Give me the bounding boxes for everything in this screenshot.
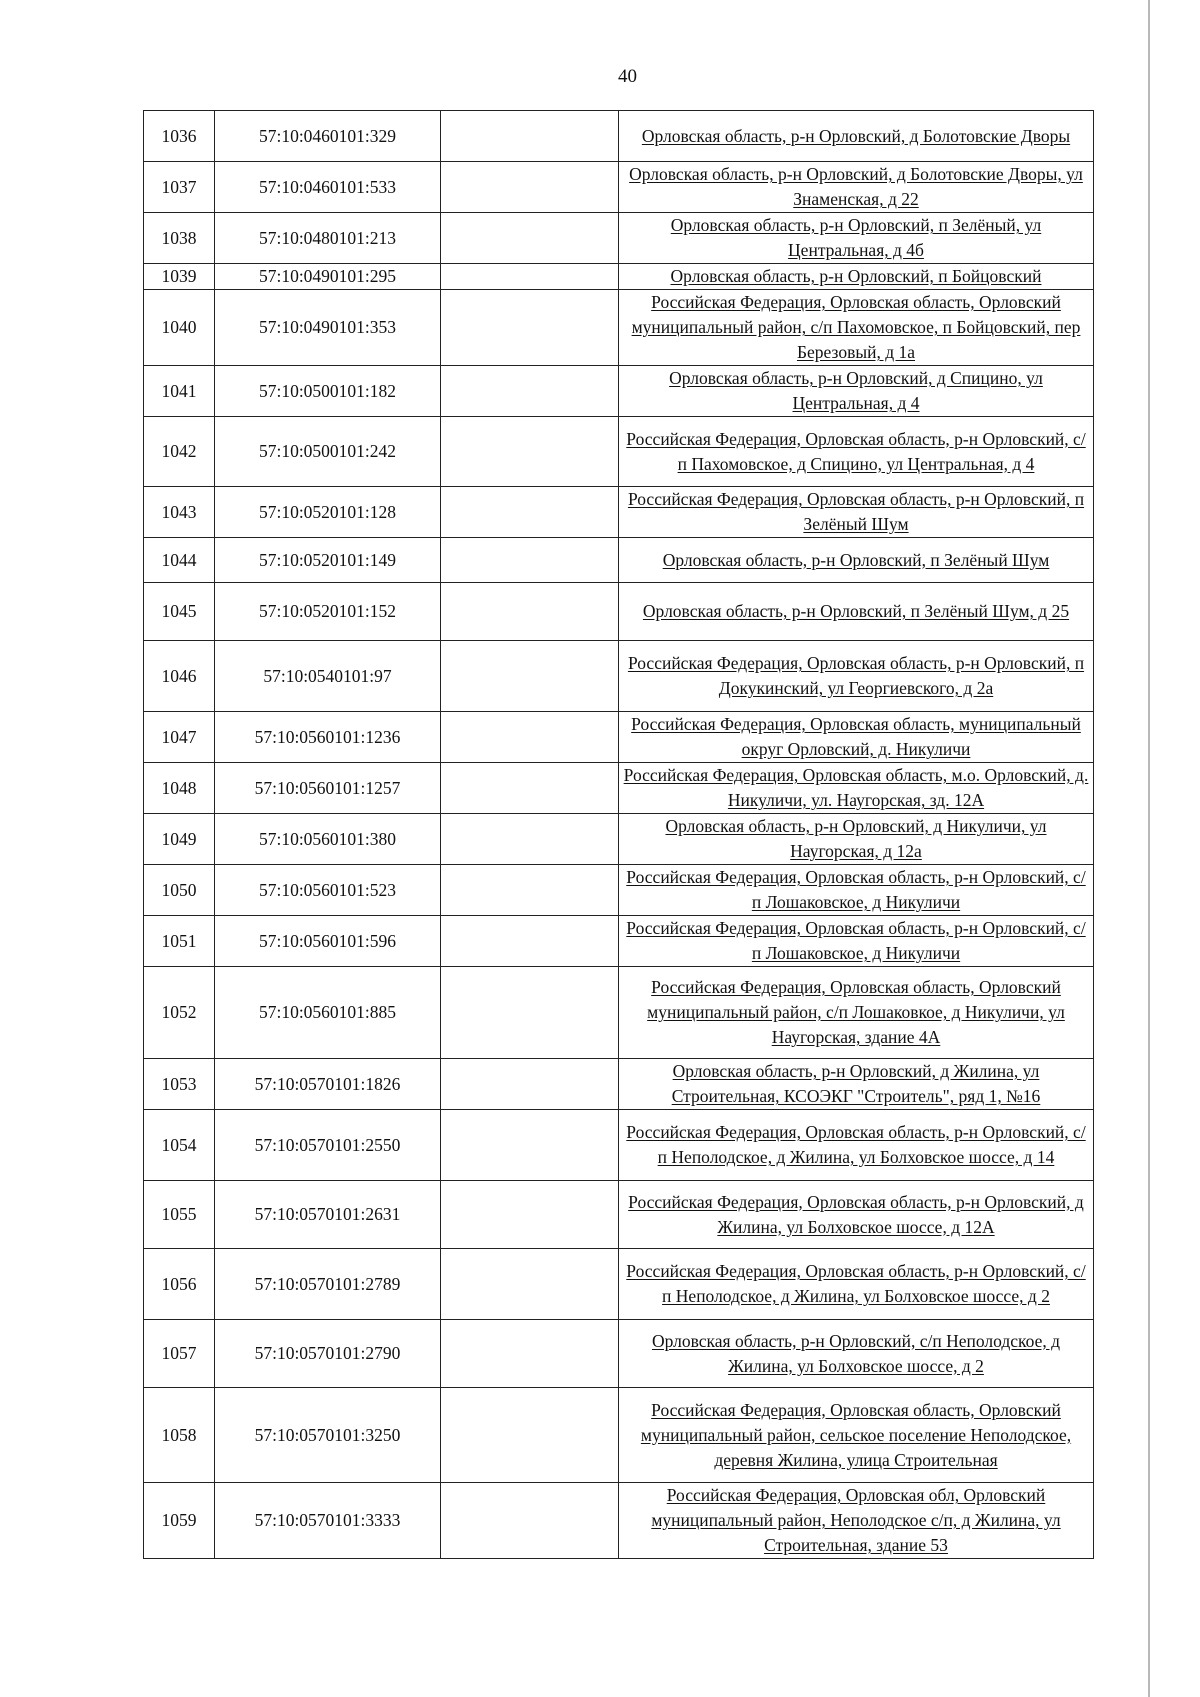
empty-cell	[441, 1181, 619, 1249]
empty-cell	[441, 712, 619, 763]
table-row	[144, 814, 1094, 865]
row-number-cell: 1047	[144, 712, 215, 763]
address-cell: Российская Федерация, Орловская область, р-н Орловский, с/п Неполодское, д Жилина, ул Болховское шоссе, д 14	[619, 1110, 1094, 1181]
cadastral-number-cell: 57:10:0560101:885	[215, 967, 441, 1059]
row-number-cell: 1049	[144, 814, 215, 865]
table-row	[144, 763, 1094, 814]
table-row	[144, 865, 1094, 916]
address-cell: Российская Федерация, Орловская область, р-н Орловский, с/п Неполодское, д Жилина, ул Болховское шоссе, д 2	[619, 1249, 1094, 1320]
cadastral-number-cell: 57:10:0500101:182	[215, 366, 441, 417]
address-cell: Орловская область, р-н Орловский, п Бойцовский	[619, 264, 1094, 290]
row-number-cell: 1046	[144, 641, 215, 712]
row-number-cell: 1042	[144, 417, 215, 487]
row-number-cell: 1038	[144, 213, 215, 264]
row-number-cell: 1052	[144, 967, 215, 1059]
cadastral-number-cell: 57:10:0560101:380	[215, 814, 441, 865]
address-cell: Орловская область, р-н Орловский, д Жилина, ул Строительная, КСОЭКГ "Строитель", ряд 1, №16	[619, 1059, 1094, 1110]
address-cell: Орловская область, р-н Орловский, п Зелёный, ул Центральная, д 4б	[619, 213, 1094, 264]
empty-cell	[441, 1320, 619, 1388]
cadastral-number-cell: 57:10:0500101:242	[215, 417, 441, 487]
empty-cell	[441, 1110, 619, 1181]
address-cell: Российская Федерация, Орловская область, муниципальный округ Орловский, д. Никуличи	[619, 712, 1094, 763]
table-row	[144, 1483, 1094, 1559]
table-row	[144, 1059, 1094, 1110]
empty-cell	[441, 1388, 619, 1483]
cadastral-number-cell: 57:10:0570101:2550	[215, 1110, 441, 1181]
table-row	[144, 264, 1094, 290]
cadastral-number-cell: 57:10:0520101:149	[215, 538, 441, 583]
empty-cell	[441, 538, 619, 583]
cadastral-number-cell: 57:10:0570101:1826	[215, 1059, 441, 1110]
address-cell: Российская Федерация, Орловская область, м.о. Орловский, д. Никуличи, ул. Наугорская, зд. 12А	[619, 763, 1094, 814]
address-cell: Российская Федерация, Орловская область, Орловский муниципальный район, с/п Лошаковкое, д Никуличи, ул Наугорская, здание 4А	[619, 967, 1094, 1059]
empty-cell	[441, 641, 619, 712]
address-cell: Орловская область, р-н Орловский, п Зелёный Шум, д 25	[619, 583, 1094, 641]
address-cell: Орловская область, р-н Орловский, п Зелёный Шум	[619, 538, 1094, 583]
cadastral-number-cell: 57:10:0460101:329	[215, 111, 441, 162]
table-row	[144, 1388, 1094, 1483]
empty-cell	[441, 1059, 619, 1110]
page-number: 40	[618, 66, 637, 87]
address-cell: Российская Федерация, Орловская область, Орловский муниципальный район, с/п Пахомовское, п Бойцовский, пер Березовый, д 1а	[619, 290, 1094, 366]
empty-cell	[441, 417, 619, 487]
cadastral-number-cell: 57:10:0560101:596	[215, 916, 441, 967]
address-cell: Российская Федерация, Орловская область, р-н Орловский, п Зелёный Шум	[619, 487, 1094, 538]
scan-edge-line	[1148, 0, 1150, 1697]
table-row	[144, 1320, 1094, 1388]
table-row	[144, 290, 1094, 366]
row-number-cell: 1050	[144, 865, 215, 916]
empty-cell	[441, 366, 619, 417]
address-cell: Российская Федерация, Орловская обл, Орловский муниципальный район, Неполодское с/п, д Жилина, ул Строительная, здание 53	[619, 1483, 1094, 1559]
address-cell: Орловская область, р-н Орловский, д Спицино, ул Центральная, д 4	[619, 366, 1094, 417]
cadastral-number-cell: 57:10:0490101:353	[215, 290, 441, 366]
row-number-cell: 1057	[144, 1320, 215, 1388]
empty-cell	[441, 814, 619, 865]
register-table	[143, 110, 1094, 1559]
address-cell: Российская Федерация, Орловская область, Орловский муниципальный район, сельское поселение Неполодское, деревня Жилина, улица Строительная	[619, 1388, 1094, 1483]
table-row	[144, 213, 1094, 264]
empty-cell	[441, 111, 619, 162]
empty-cell	[441, 213, 619, 264]
address-cell: Российская Федерация, Орловская область, р-н Орловский, с/п Лошаковское, д Никуличи	[619, 865, 1094, 916]
row-number-cell: 1040	[144, 290, 215, 366]
empty-cell	[441, 763, 619, 814]
empty-cell	[441, 264, 619, 290]
address-cell: Российская Федерация, Орловская область, р-н Орловский, д Жилина, ул Болховское шоссе, д 12А	[619, 1181, 1094, 1249]
row-number-cell: 1048	[144, 763, 215, 814]
row-number-cell: 1037	[144, 162, 215, 213]
row-number-cell: 1041	[144, 366, 215, 417]
table-row	[144, 1110, 1094, 1181]
row-number-cell: 1059	[144, 1483, 215, 1559]
cadastral-number-cell: 57:10:0570101:2790	[215, 1320, 441, 1388]
row-number-cell: 1044	[144, 538, 215, 583]
table-row	[144, 967, 1094, 1059]
cadastral-number-cell: 57:10:0570101:2631	[215, 1181, 441, 1249]
table-row	[144, 538, 1094, 583]
empty-cell	[441, 162, 619, 213]
cadastral-number-cell: 57:10:0560101:523	[215, 865, 441, 916]
cadastral-number-cell: 57:10:0570101:3250	[215, 1388, 441, 1483]
row-number-cell: 1036	[144, 111, 215, 162]
empty-cell	[441, 967, 619, 1059]
address-cell: Российская Федерация, Орловская область, р-н Орловский, с/п Лошаковское, д Никуличи	[619, 916, 1094, 967]
row-number-cell: 1051	[144, 916, 215, 967]
row-number-cell: 1045	[144, 583, 215, 641]
table-row	[144, 712, 1094, 763]
row-number-cell: 1053	[144, 1059, 215, 1110]
table-row	[144, 417, 1094, 487]
table-row	[144, 1249, 1094, 1320]
empty-cell	[441, 487, 619, 538]
cadastral-number-cell: 57:10:0520101:128	[215, 487, 441, 538]
cadastral-number-cell: 57:10:0520101:152	[215, 583, 441, 641]
address-cell: Орловская область, р-н Орловский, д Никуличи, ул Наугорская, д 12а	[619, 814, 1094, 865]
empty-cell	[441, 916, 619, 967]
table-row	[144, 583, 1094, 641]
table-row	[144, 162, 1094, 213]
table-row	[144, 1181, 1094, 1249]
address-cell: Орловская область, р-н Орловский, д Болотовские Дворы	[619, 111, 1094, 162]
address-cell: Российская Федерация, Орловская область, р-н Орловский, п Докукинский, ул Георгиевского, д 2а	[619, 641, 1094, 712]
table-row	[144, 916, 1094, 967]
table-row	[144, 366, 1094, 417]
cadastral-number-cell: 57:10:0490101:295	[215, 264, 441, 290]
empty-cell	[441, 1483, 619, 1559]
cadastral-number-cell: 57:10:0570101:3333	[215, 1483, 441, 1559]
cadastral-number-cell: 57:10:0460101:533	[215, 162, 441, 213]
row-number-cell: 1058	[144, 1388, 215, 1483]
row-number-cell: 1039	[144, 264, 215, 290]
address-cell: Орловская область, р-н Орловский, д Болотовские Дворы, ул Знаменская, д 22	[619, 162, 1094, 213]
row-number-cell: 1055	[144, 1181, 215, 1249]
address-cell: Российская Федерация, Орловская область, р-н Орловский, с/п Пахомовское, д Спицино, ул Центральная, д 4	[619, 417, 1094, 487]
cadastral-number-cell: 57:10:0570101:2789	[215, 1249, 441, 1320]
row-number-cell: 1056	[144, 1249, 215, 1320]
cadastral-number-cell: 57:10:0540101:97	[215, 641, 441, 712]
cadastral-number-cell: 57:10:0560101:1257	[215, 763, 441, 814]
register-table-body	[144, 111, 1094, 1559]
table-row	[144, 111, 1094, 162]
row-number-cell: 1054	[144, 1110, 215, 1181]
cadastral-number-cell: 57:10:0480101:213	[215, 213, 441, 264]
empty-cell	[441, 865, 619, 916]
empty-cell	[441, 290, 619, 366]
empty-cell	[441, 583, 619, 641]
table-row	[144, 641, 1094, 712]
table-row	[144, 487, 1094, 538]
cadastral-number-cell: 57:10:0560101:1236	[215, 712, 441, 763]
address-cell: Орловская область, р-н Орловский, с/п Неполодское, д Жилина, ул Болховское шоссе, д 2	[619, 1320, 1094, 1388]
row-number-cell: 1043	[144, 487, 215, 538]
empty-cell	[441, 1249, 619, 1320]
